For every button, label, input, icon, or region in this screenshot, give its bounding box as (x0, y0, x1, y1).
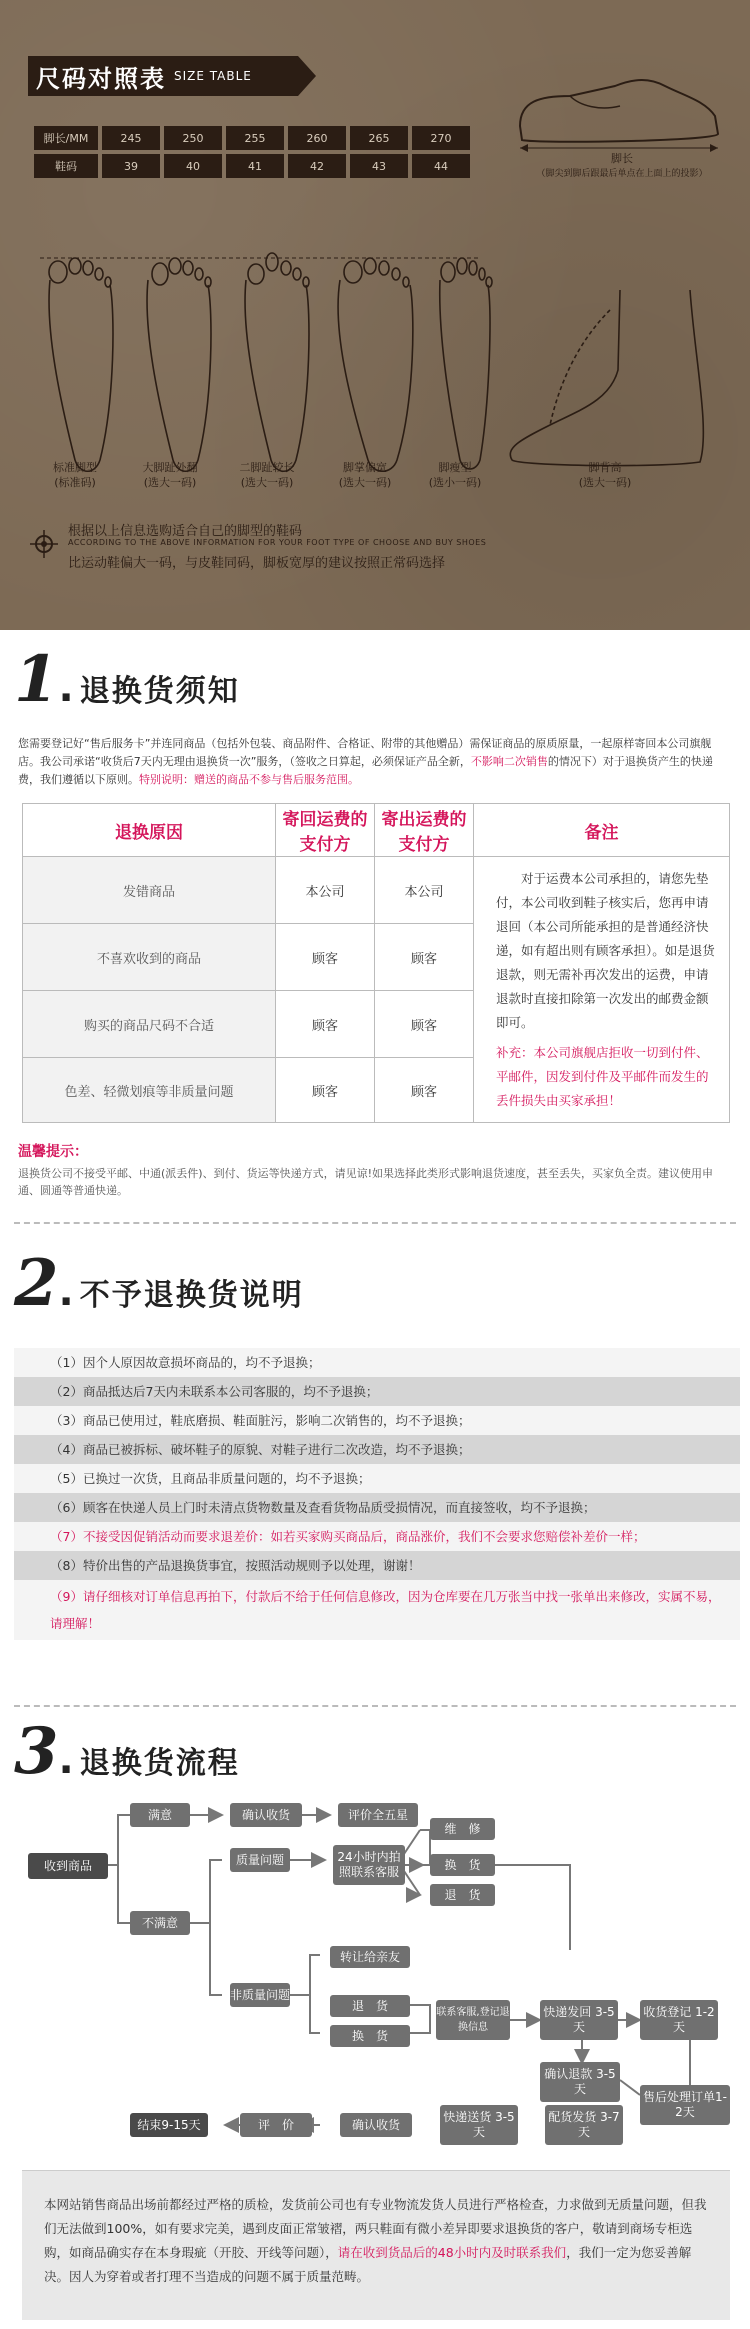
size-row-shoe-size (34, 154, 470, 178)
warm-tip (18, 1144, 730, 1199)
list-item: （3）商品已使用过，鞋底磨损、鞋面脏污，影响二次销售的，均不予退换； (14, 1406, 740, 1435)
foot-type-name: 脚瘦型 (438, 461, 472, 474)
section3-dot: . (58, 1737, 74, 1783)
foot-length-note: （脚尖到脚后跟最后单点在上面上的投影） (536, 169, 708, 179)
section1-number: 1 (14, 642, 59, 717)
notice-special: 特别说明：赠送的商品不参与售后服务范围。 (139, 773, 359, 786)
foot-type-advice: (标准码) (54, 476, 96, 489)
size-cell: 43 (350, 154, 408, 178)
foot-types-diagram (20, 250, 730, 490)
size-title-en: SIZE TABLE (174, 69, 252, 83)
size-cell: 270 (412, 126, 470, 150)
section2-dot: . (58, 1269, 74, 1315)
list-item: （6）顾客在快递人员上门时未清点货物数量及查看货物品质受损情况，而直接签收，均不予退换； (14, 1493, 740, 1522)
foot-type-5 (410, 460, 500, 490)
size-row-label: 鞋码 (34, 154, 98, 178)
flow-rate-five-stars: 评价全五星 (338, 1803, 418, 1827)
flow-after-sale: 售后处理订单1-2天 (640, 2085, 730, 2125)
tip-line-3: 比运动鞋偏大一码，与皮鞋同码，脚板宽厚的建议按照正常码选择 (68, 556, 446, 571)
warm-tip-text: 退换货公司不接受平邮、中通(派丢件)、到付、货运等快递方式，请见谅!如果选择此类形式影响退货速度，甚至丢失，买家负全责。建议使用申通、圆通等普通快递。 (18, 1167, 713, 1197)
flow-contact-24h: 24小时内拍照联系客服 (333, 1845, 405, 1885)
section1-title: 退换货须知 (79, 674, 240, 709)
flow-repair: 维 修 (430, 1818, 495, 1840)
size-cell: 42 (288, 154, 346, 178)
size-row-label: 脚长/MM (34, 126, 98, 150)
foot-type-name: 标准脚型 (53, 461, 97, 474)
row-back-fee: 顾客 (276, 924, 375, 991)
header-out-fee: 寄出运费的支付方 (375, 804, 474, 857)
section3-title: 退换货流程 (79, 1746, 240, 1781)
row-out-fee: 顾客 (375, 991, 474, 1058)
size-cell: 245 (102, 126, 160, 150)
flow-exchange-2: 换 货 (330, 2025, 410, 2047)
foot-type-advice: (选大一码) (578, 476, 632, 489)
foot-type-advice: (选小一码) (428, 476, 482, 489)
header-note: 备注 (474, 804, 730, 857)
flow-ship-new: 配货发货 3-7天 (545, 2105, 623, 2145)
notice-text-b: 的情况下）对于退换货产生的快递费，我们遵循以下原则。 (18, 755, 713, 786)
no-return-rules (14, 1348, 740, 1640)
size-cell: 40 (164, 154, 222, 178)
foot-outline-icons (49, 253, 703, 471)
flow-non-quality-issue: 非质量问题 (230, 1983, 290, 2007)
header-reason: 退换原因 (23, 804, 276, 857)
return-note-cell (474, 857, 730, 1123)
foot-type-advice: (选大一码) (240, 476, 294, 489)
size-cell: 44 (412, 154, 470, 178)
row-reason: 发错商品 (23, 857, 276, 924)
flow-end: 结束9-15天 (130, 2113, 208, 2137)
foot-type-name: 大脚趾外翻 (142, 461, 198, 474)
list-item: （4）商品已被拆标、破坏鞋子的原貌、对鞋子进行二次改造，均不予退换； (14, 1435, 740, 1464)
tip-line-1: 根据以上信息选购适合自己的脚型的鞋码 (68, 524, 303, 539)
row-out-fee: 本公司 (375, 857, 474, 924)
section2-number: 2 (14, 1246, 59, 1321)
flow-satisfied: 满意 (130, 1803, 190, 1827)
section1-dot: . (58, 665, 74, 711)
flow-confirm-receipt: 确认收货 (230, 1803, 302, 1827)
divider (14, 1222, 736, 1224)
size-cell: 250 (164, 126, 222, 150)
flow-unsatisfied: 不满意 (130, 1911, 190, 1935)
size-row-foot-length (34, 126, 470, 150)
size-title-cn: 尺码对照表 (36, 64, 166, 93)
tip-line-2: ACCORDING TO THE ABOVE INFORMATION FOR YOUR FOOT TYPE OF CHOOSE AND BUY SHOES (68, 538, 487, 547)
title-arrow-shape (298, 56, 316, 96)
list-item: （8）特价出售的产品退换货事宜，按照活动规则予以处理，谢谢！ (14, 1551, 740, 1580)
return-fee-table (22, 803, 730, 1123)
flow-confirm-refund: 确认退款 3-5天 (540, 2062, 620, 2102)
row-reason: 色差、轻微划痕等非质量问题 (23, 1058, 276, 1123)
section3-heading (14, 1714, 240, 1789)
foot-type-4 (320, 460, 410, 490)
foot-type-advice: (选大一码) (143, 476, 197, 489)
list-item: （9）请仔细核对订单信息再拍下，付款后不给于任何信息修改，因为仓库要在几万张当中找一张单出来修改，实属不易，请理解！ (14, 1580, 740, 1640)
row-back-fee: 本公司 (276, 857, 375, 924)
statement-text-b: ，我们一定为您妥善解决。因人为穿着或者打理不当造成的问题不属于质量范畴。 (44, 2245, 692, 2284)
flow-received: 收到商品 (28, 1853, 108, 1879)
flow-register-receipt: 收货登记 1-2天 (640, 2000, 718, 2040)
size-cell: 41 (226, 154, 284, 178)
foot-type-name: 脚掌偏宽 (343, 461, 387, 474)
size-cell: 260 (288, 126, 346, 150)
return-notice (18, 735, 730, 789)
flow-return: 退 货 (430, 1884, 495, 1906)
row-out-fee: 顾客 (375, 1058, 474, 1123)
note-red: 补充：本公司旗舰店拒收一切到付件、平邮件，因发到付件及平邮件而发生的丢件损失由买家承担！ (496, 1044, 709, 1108)
return-table-header (23, 804, 730, 857)
section1-heading (14, 642, 240, 717)
size-cell: 255 (226, 126, 284, 150)
row-back-fee: 顾客 (276, 1058, 375, 1123)
foot-length-label: 脚长 (611, 152, 633, 165)
notice-text-a: 您需要登记好“售后服务卡”并连同商品（包括外包装、商品附件、合格证、附带的其他赠品）需保证商品的原质原量，一起原样寄回本公司旗舰店。我公司承诺“收货后7天内无理由退换货一次”服务，（签收之日算起，必须保证产品全新， (18, 737, 712, 768)
quality-statement (22, 2170, 730, 2320)
foot-type-1 (30, 460, 120, 490)
shoe-outline-icon (500, 56, 730, 156)
section3-number: 3 (14, 1714, 59, 1789)
flow-quality-issue: 质量问题 (230, 1848, 290, 1872)
statement-text-red: 请在收到货品后的48小时内及时联系我们 (337, 2245, 567, 2260)
table-row (23, 857, 730, 924)
list-item: （5）已换过一次货，且商品非质量问题的，均不予退换； (14, 1464, 740, 1493)
note-main: 对于运费本公司承担的，请您先垫付，本公司收到鞋子核实后，您再申请退回（本公司所能承担的是普通经济快递，如有超出则有顾客承担）。如是退货退款，则无需补再次发出的运费，申请退款时直接扣除第一次发出的邮费金额即可。 (496, 870, 715, 1030)
flow-confirm-receipt-2: 确认收货 (340, 2113, 412, 2137)
flow-rate: 评 价 (240, 2113, 312, 2137)
size-table-title (28, 56, 298, 96)
notice-text-red: 不影响二次销售 (470, 755, 548, 768)
flow-contact-register: 联系客服,登记退换信息 (436, 2000, 510, 2040)
foot-type-advice: (选大一码) (338, 476, 392, 489)
list-item: （2）商品抵达后7天内未联系本公司客服的，均不予退换； (14, 1377, 740, 1406)
flow-transfer: 转让给亲友 (330, 1946, 410, 1968)
foot-type-name: 脚背高 (588, 461, 622, 474)
target-icon (30, 530, 58, 558)
flow-return-2: 退 货 (330, 1995, 410, 2017)
flow-ship-back: 快递发回 3-5天 (540, 2000, 618, 2040)
foot-type-3 (222, 460, 312, 490)
row-back-fee: 顾客 (276, 991, 375, 1058)
row-reason: 不喜欢收到的商品 (23, 924, 276, 991)
size-cell: 39 (102, 154, 160, 178)
row-reason: 购买的商品尺码不合适 (23, 991, 276, 1058)
flow-deliver: 快递送货 3-5天 (440, 2105, 518, 2145)
foot-length-caption (512, 150, 732, 179)
list-item: （7）不接受因促销活动而要求退差价：如若买家购买商品后，商品涨价，我们不会要求您赔偿补差价一样； (14, 1522, 740, 1551)
section2-title: 不予退换货说明 (79, 1278, 304, 1313)
size-cell: 265 (350, 126, 408, 150)
foot-type-6 (560, 460, 650, 490)
size-table-section (0, 0, 750, 630)
row-out-fee: 顾客 (375, 924, 474, 991)
foot-type-2 (125, 460, 215, 490)
section2-heading (14, 1246, 304, 1321)
foot-type-name: 二脚趾较长 (239, 461, 295, 474)
flow-exchange: 换 货 (430, 1854, 495, 1876)
divider (14, 1705, 736, 1707)
statement-text-a: 本网站销售商品出场前都经过严格的质检，发货前公司也有专业物流发货人员进行严格检查，力求做到无质量问题，但我们无法做到100%，如有要求完美，遇到皮面正常皱褶，两只鞋面有微小差异即要求退换货的客户，敬请到商场专柜选购，如商品确实存在本身瑕疵（开胶、开线等问题）， (44, 2197, 707, 2260)
list-item: （1）因个人原因故意损坏商品的，均不予退换； (14, 1348, 740, 1377)
header-back-fee: 寄回运费的支付方 (276, 804, 375, 857)
warm-tip-title: 温馨提示： (18, 1144, 88, 1160)
size-chart (30, 122, 474, 182)
